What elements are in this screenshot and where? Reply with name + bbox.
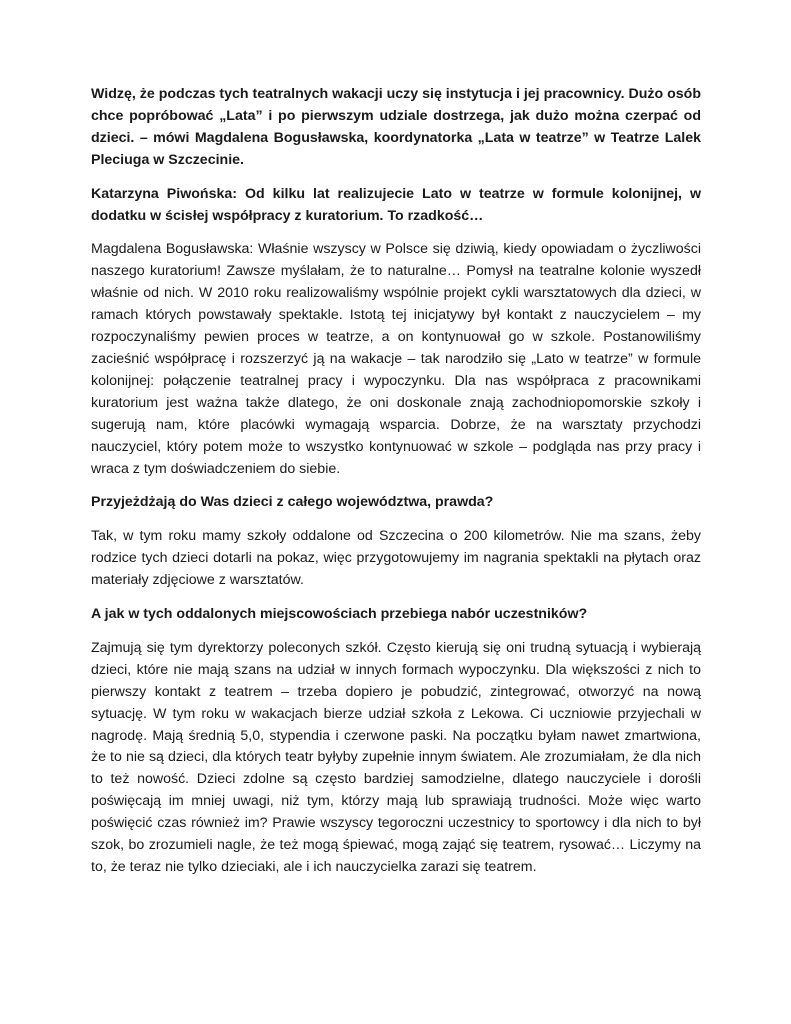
document-page bbox=[91, 84, 701, 891]
question-paragraph: Przyjeżdżają do Was dzieci z całego województwa, prawda? bbox=[91, 494, 494, 511]
answer-paragraph: Magdalena Bogusławska: Właśnie wszyscy w Polsce się dziwią, kiedy opowiadam o życzliwości naszego kuratorium! Zawsze myślałam, że to naturalne… Pomysł na teatralne kolonie wyszedł właśnie od nich. W 2010 roku realizowaliśmy wspólnie projekt cykli warsztatowych dla dzieci, w ramach których powstawały spektakle. Istotą tej inicjatywy był kontakt z nauczycielem – my rozpoczynaliśmy pewien proces w teatrze, a on kontynuował go w szkole. Postanowiliśmy zacieśnić współpracę i rozszerzyć ją na wakacje – tak narodziło się „Lato w teatrze” w formule kolonijnej: połączenie teatralnej pracy i wypoczynku. Dla nas współpraca z pracownikami kuratorium jest ważna także dlatego, że oni doskonale znają zachodniopomorskie szkoły i sugerują nam, które placówki wymagają wsparcia. Dobrze, że na warsztaty przychodzi nauczyciel, który potem może to wszystko kontynuować w szkole – podgląda nas przy pracy i wraca z tym doświadczeniem do siebie. bbox=[91, 241, 701, 477]
question-paragraph: A jak w tych oddalonych miejscowościach przebiega nabór uczestników? bbox=[91, 606, 588, 623]
answer-paragraph: Zajmują się tym dyrektorzy poleconych szkół. Często kierują się oni trudną sytuacją i wybierają dzieci, które nie mają szans na udział w innych formach wypoczynku. Dla większości z nich to pierwszy kontakt z teatrem – trzeba dopiero je pobudzić, zintegrować, otworzyć na nową sytuację. W tym roku w wakacjach bierze udział szkoła z Lekowa. Ci uczniowie przyjechali w nagrodę. Mają średnią 5,0, stypendia i czerwone paski. Na początku byłam nawet zmartwiona, że to nie są dzieci, dla których teatr byłyby zupełnie innym światem. Ale zrozumiałam, że dla nich to też nowość. Dzieci zdolne są często bardziej samodzielne, dlatego nauczyciele i dorośli poświęcają im mniej uwagi, niż tym, którzy mają lub sprawiają trudności. Może więc warto poświęcić czas również im? Prawie wszyscy tegoroczni uczestnicy to sportowcy i dla nich to był szok, bo zrozumieli nagle, że też mogą śpiewać, mogą zająć się teatrem, rysować… Liczymy na to, że teraz nie tylko dzieciaki, ale i ich nauczycielka zarazi się teatrem. bbox=[91, 639, 701, 875]
intro-paragraph: Widzę, że podczas tych teatralnych wakacji uczy się instytucja i jej pracownicy. Dużo osób chce popróbować „Lata” i po pierwszym udziale dostrzega, jak dużo można czerpać od dzieci. – mówi Magdalena Bogusławska, koordynatorka „Lata w teatrze” w Teatrze Lalek Pleciuga w Szczecinie. bbox=[91, 86, 701, 168]
answer-paragraph: Tak, w tym roku mamy szkoły oddalone od Szczecina o 200 kilometrów. Nie ma szans, żeby rodzice tych dzieci dotarli na pokaz, więc przygotowujemy im nagrania spektakli na płytach oraz materiały zdjęciowe z warsztatów. bbox=[91, 528, 701, 589]
question-paragraph: Katarzyna Piwońska: Od kilku lat realizujecie Lato w teatrze w formule kolonijnej, w dodatku w ścisłej współpracy z kuratorium. To rzadkość… bbox=[91, 185, 701, 224]
